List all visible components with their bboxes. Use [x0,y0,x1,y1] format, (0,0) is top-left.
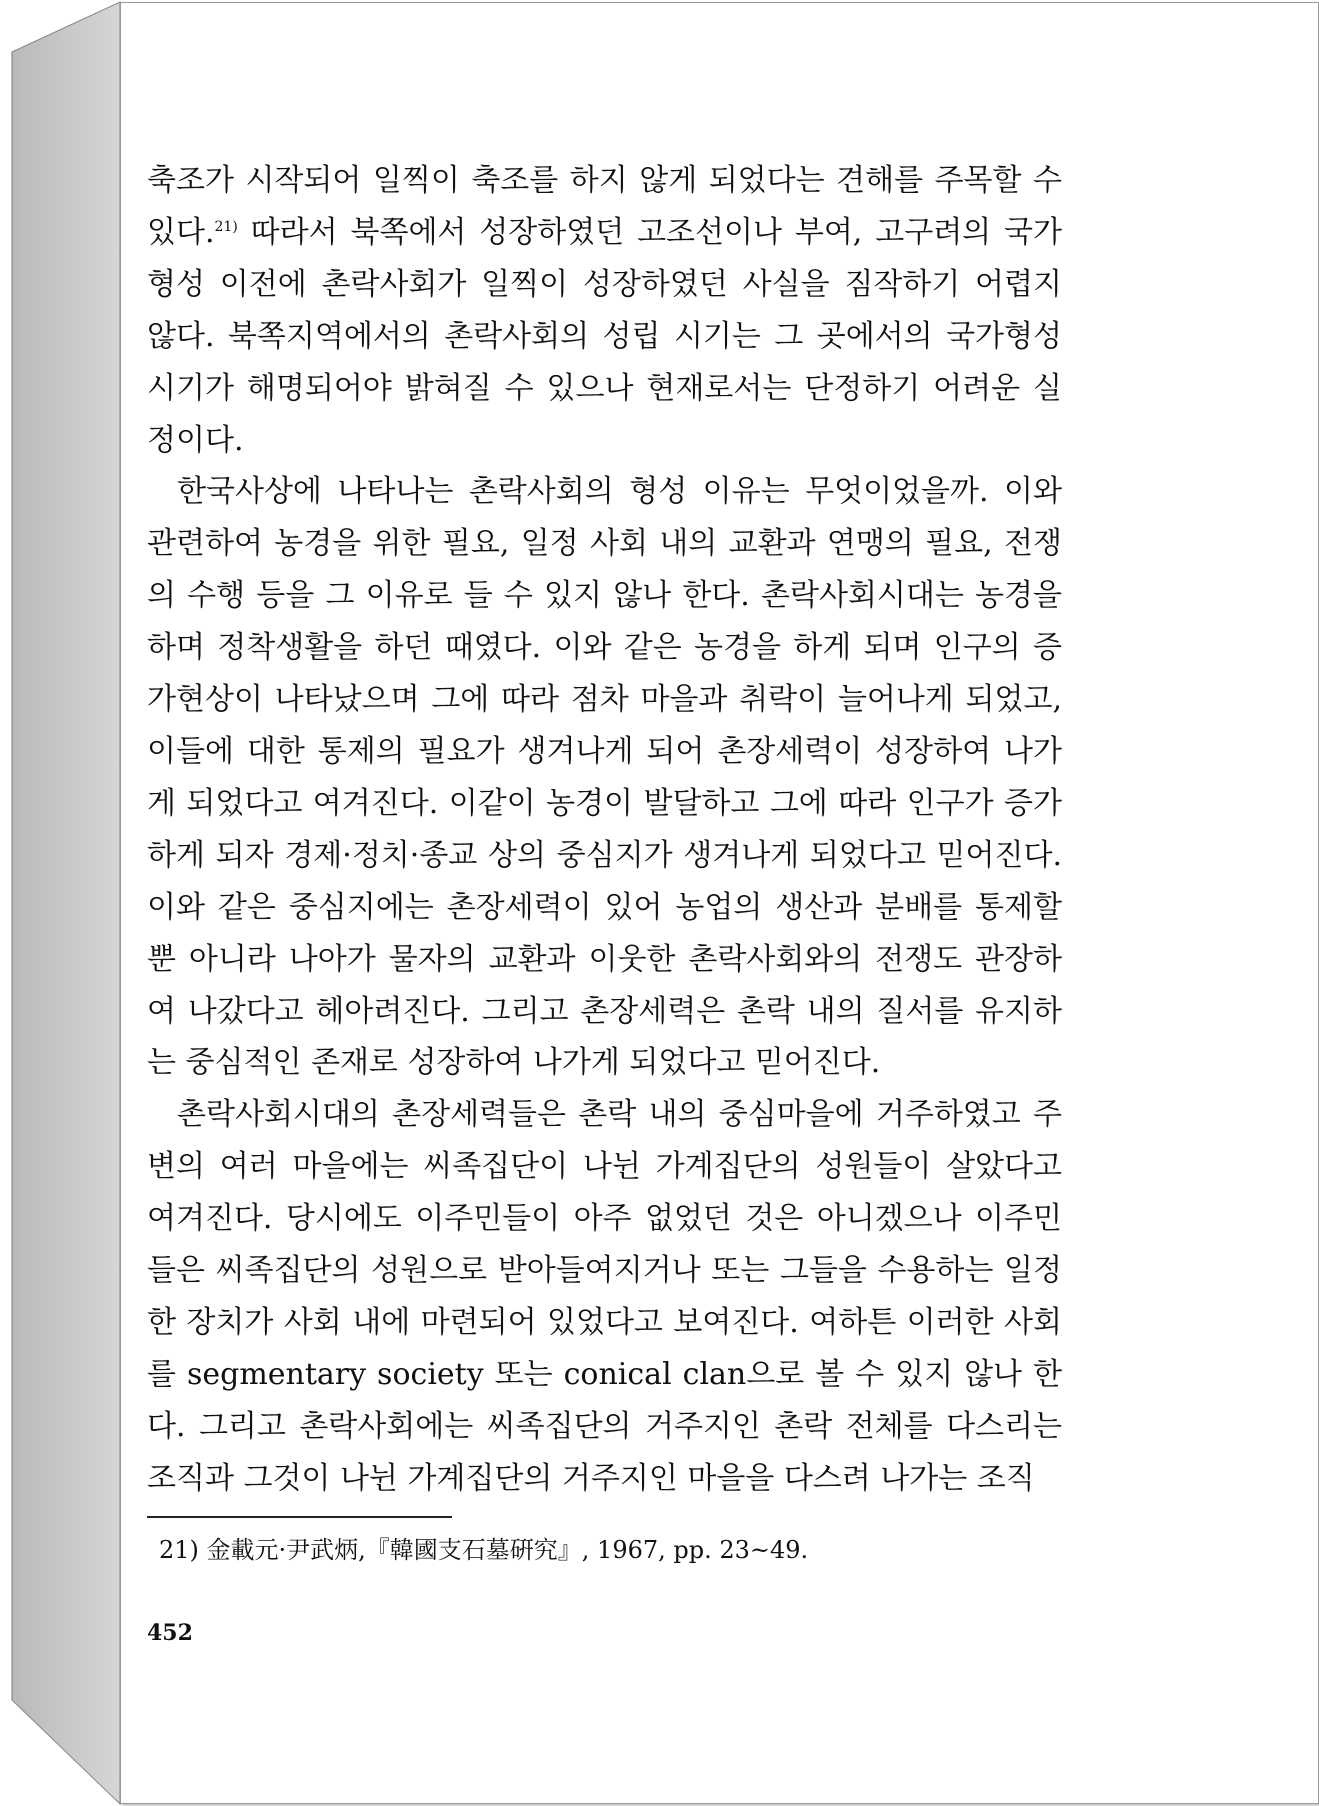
paragraph-1-text-b: 따라서 북쪽에서 성장하였던 고조선이나 부여, 고구려의 국가형성 이전에 촌락사회가 일찍이 성장하였던 사실을 짐작하기 어렵지 않다. 북쪽지역에서의 촌락사회의 성립 시기는 그 곳에서의 국가형성 시기가 해명되어야 밝혀질 수 있으나 현재로서는 단정하기 어려운 실정이다. [147,214,1062,458]
footnote-divider [147,1516,452,1518]
footnote-reference: 21) [214,218,238,235]
paragraph-3: 촌락사회시대의 촌장세력들은 촌락 내의 중심마을에 거주하였고 주변의 여러 마을에는 씨족집단이 나뉜 가계집단의 성원들이 살았다고 여겨진다. 당시에도 이주민들이 아주 없었던 것은 아니겠으나 이주민들은 씨족집단의 성원으로 받아들여지거나 또는 그들을 수용하는 일정한 장치가 사회 내에 마련되어 있었다고 보여진다. 여하튼 이러한 사회를 segmentary society 또는 conical clan으로 볼 수 있지 않나 한다. 그리고 촌락사회에는 씨족집단의 거주지인 촌락 전체를 다스리는 조직과 그것이 나뉜 가계집단의 거주지인 마을을 다스려 나가는 조직 [147,1097,1062,1496]
paragraph-2: 한국사상에 나타나는 촌락사회의 형성 이유는 무엇이었을까. 이와 관련하여 농경을 위한 필요, 일정 사회 내의 교환과 연맹의 필요, 전쟁의 수행 등을 그 이유로 들 수 있지 않나 한다. 촌락사회시대는 농경을 하며 정착생활을 하던 때였다. 이와 같은 농경을 하게 되며 인구의 증가현상이 나타났으며 그에 따라 점차 마을과 취락이 늘어나게 되었고, 이들에 대한 통제의 필요가 생겨나게 되어 촌장세력이 성장하여 나가게 되었다고 여겨진다. 이같이 농경이 발달하고 그에 따라 인구가 증가하게 되자 경제·정치·종교 상의 중심지가 생겨나게 되었다고 믿어진다. 이와 같은 중심지에는 촌장세력이 있어 농업의 생산과 분배를 통제할 뿐 아니라 나아가 물자의 교환과 이웃한 촌락사회와의 전쟁도 관장하여 나갔다고 헤아려진다. 그리고 촌장세력은 촌락 내의 질서를 유지하는 중심적인 존재로 성장하여 나가게 되었다고 믿어진다. [147,474,1062,1081]
book-spine-graphic [0,0,130,1806]
paragraph-1 [147,155,1062,466]
footnote: 21) 金載元·尹武炳,『韓國支石墓硏究』, 1967, pp. 23~49. [159,1536,809,1564]
page-number: 452 [147,1620,193,1646]
book-spine [0,0,130,1806]
paragraph-1-text-a: 축조가 시작되어 일찍이 축조를 하지 않게 되었다는 견해를 주목할 수 있다. [147,163,1062,250]
body-text [147,155,1062,1505]
